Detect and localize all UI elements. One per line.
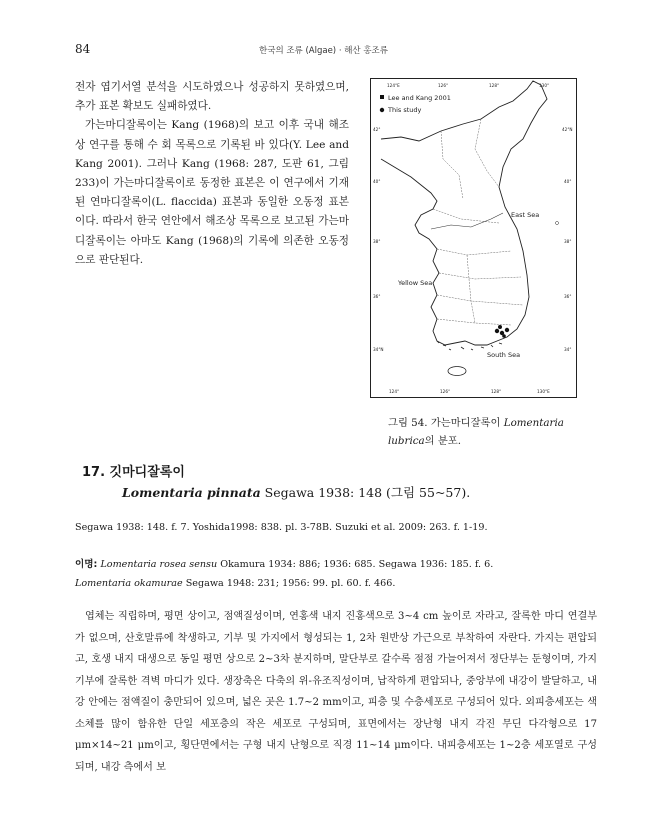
tick-lat-left-3: 38° [373, 239, 381, 244]
tick-lon-bottom-3: 128° [491, 389, 502, 394]
tick-lat-right-2: 40° [564, 179, 572, 184]
legend-item-lee-kang: Lee and Kang 2001 [388, 94, 451, 102]
left-paragraph-1: 전자 엽기서열 분석을 시도하였으나 성공하지 못하였으며, 추가 표본 확보도 실패하였다. [75, 81, 349, 113]
tick-lon-top-3: 128° [489, 83, 500, 88]
tick-lat-right-5: 34° [564, 347, 572, 352]
occurrence-marker [502, 334, 506, 338]
species-description [75, 606, 597, 778]
tick-lat-right-3: 38° [564, 239, 572, 244]
label-south-sea: South Sea [487, 351, 521, 359]
tick-lon-bottom-1: 124° [389, 389, 400, 394]
occurrence-marker [498, 325, 502, 329]
section-heading: 17. 깃마디잘록이 [82, 465, 185, 480]
synonym-line-1 [75, 555, 595, 574]
distribution-map [370, 78, 577, 398]
tick-lat-left-5: 34°N [373, 347, 384, 352]
occurrence-marker [495, 329, 499, 333]
tick-lat-right-4: 36° [564, 294, 572, 299]
tick-lon-top-4: 130° [539, 83, 550, 88]
left-column-text [75, 78, 349, 270]
tick-lon-top-1: 124°E [387, 83, 400, 88]
section-species-line [122, 483, 470, 501]
figure-caption [388, 414, 578, 450]
caption-suffix: 의 분포. [424, 435, 462, 447]
jeju-island [448, 367, 466, 376]
synonym-line-2 [75, 574, 595, 593]
tick-lon-bottom-2: 126° [440, 389, 451, 394]
label-east-sea: East Sea [511, 211, 540, 219]
ulleung-island [556, 222, 559, 225]
synonym-rest-1: Okamura 1934: 886; 1936: 685. Segawa 1936: 185. f. 6. [217, 559, 494, 570]
section-species-name: Lomentaria pinnata [122, 485, 261, 500]
dmz-line [431, 213, 503, 229]
tick-lat-left-2: 40° [373, 179, 381, 184]
tick-lat-left-4: 36° [373, 294, 381, 299]
left-paragraph-2: 가는마디잘록이는 Kang (1968)의 보고 이후 국내 해조상 연구를 통해 수 회 목록으로 기록된 바 있다(Y. Lee and Kang 2001). 그러나 Kang (1968: 287, 도판 61, 그림 233)이 가는마디잘록이로 동정한 표본은 이 연구에서 기재된 연마디잘록이(L. flaccida) 표본과 동일한 오동정 표본이다. 따라서 한국 연안에서 해조상 목록으로 보고된 가는마디잘록이는 아마도 Kang (1968)의 기록에 의존한 오동정으로 판단된다. [75, 119, 349, 266]
reference-list: Segawa 1938: 148. f. 7. Yoshida1998: 838. pl. 3-78B. Suzuki et al. 2009: 263. f. 1-19. [75, 522, 488, 533]
label-yellow-sea: Yellow Sea [398, 279, 433, 287]
legend-square-marker [380, 95, 384, 99]
description-text: 엽체는 직립하며, 평면 상이고, 점액질성이며, 연홍색 내지 진홍색으로 3~4 cm 높이로 자라고, 잘록한 마디 연결부가 없으며, 산호말류에 착생하고, 기부 및 가지에서 형성되는 1, 2차 원반상 가근으로 부착하여 자란다. 가지는 편압되고, 호생 내지 대생으로 동일 평면 상으로 2~3차 분지하며, 말단부로 갈수록 점점 가늘어져서 정단부는 둔형이며, 가지 기부에 잘록한 격벽 마디가 있다. 생장축은 다축의 위-유조직성이며, 납작하게 편압되나, 중앙부에 내강이 발달하고, 내강 안에는 점액질이 충만되어 있으며, 넓은 곳은 1.7~2 mm이고, 피층 및 수층세포로 구성되어 있다. 외피층세포는 색소체를 많이 함유한 단일 세포층의 작은 세포로 구성되며, 표면에서는 장난형 내지 각진 무딘 다각형으로 17 μm×14~21 μm이고, 횡단면에서는 구형 내지 난형으로 직경 11~14 μm이다. 내피층세포는 1~2층 세포열로 구성되며, 내강 측에서 보 [75, 611, 597, 773]
legend-circle-marker [380, 108, 384, 112]
synonym-species-2: Lomentaria okamurae [75, 578, 183, 589]
legend-item-this-study: This study [388, 106, 422, 114]
province-boundaries [433, 119, 523, 325]
synonym-species-1: Lomentaria rosea sensu [100, 559, 218, 570]
caption-prefix: 그림 54. 가는마디잘록이 [388, 417, 501, 429]
tick-lon-top-2: 126° [438, 83, 449, 88]
synonym-label: 이명: [75, 559, 98, 570]
occurrence-marker [505, 328, 509, 332]
tick-lat-left-1: 42° [373, 127, 381, 132]
section-authority: Segawa 1938: 148 (그림 55~57). [260, 485, 471, 500]
synonym-rest-2: Segawa 1948: 231; 1956: 99. pl. 60. f. 466. [182, 578, 396, 589]
tick-lon-bottom-4: 130°E [537, 389, 550, 394]
page-number: 84 [75, 42, 91, 56]
caption-species: Lomentaria lubrica [388, 417, 564, 447]
tick-lat-right-1: 42°N [562, 127, 573, 132]
running-title: 한국의 조류 (Algae) · 해산 홍조류 [259, 46, 388, 56]
korea-map-svg [371, 79, 576, 397]
